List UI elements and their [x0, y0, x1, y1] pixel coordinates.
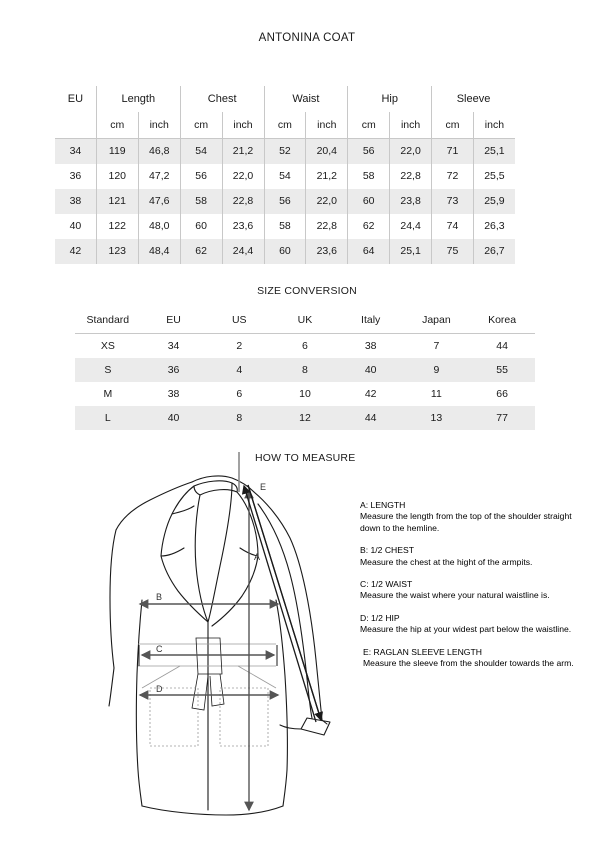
conversion-cell: 42: [364, 388, 377, 400]
conversion-cell: 10: [299, 388, 311, 400]
table-row: [55, 239, 515, 264]
instruction-heading: E: RAGLAN SLEEVE LENGTH: [363, 646, 482, 657]
instruction-sleeve: [360, 647, 575, 670]
size-cell: 58: [348, 164, 390, 189]
marker-label-e: E: [260, 482, 267, 492]
size-cell: 20,4: [306, 139, 348, 165]
size-cell: 23,6: [222, 214, 264, 239]
size-cell: 60: [180, 214, 222, 239]
size-cell: 47,6: [138, 189, 180, 214]
table-row: [55, 189, 515, 214]
size-cell: 25,5: [473, 164, 515, 189]
instruction-waist: [360, 579, 575, 602]
size-table-group-chest: Chest: [180, 86, 264, 112]
instruction-body: Measure the sleeve from the shoulder towards the arm.: [363, 658, 574, 669]
conversion-cell: 66: [496, 388, 508, 400]
size-cell: 22,0: [306, 189, 348, 214]
size-table-group-hip: Hip: [348, 86, 432, 112]
size-cell: 26,7: [473, 239, 515, 264]
instruction-hip: [360, 613, 575, 636]
size-cell: 72: [432, 164, 474, 189]
size-cell: 21,2: [306, 164, 348, 189]
conversion-cell: 9: [404, 358, 470, 382]
size-cell: 121: [96, 189, 138, 214]
conversion-cell: 38: [364, 340, 377, 352]
conversion-cell: 55: [469, 358, 535, 382]
size-row-eu: 34: [55, 139, 96, 165]
table-row: [55, 214, 515, 239]
conversion-cell: 40: [338, 358, 404, 382]
instruction-length: [360, 500, 575, 534]
instruction-heading: C: 1/2 WAIST: [360, 579, 413, 590]
marker-label-a: A: [254, 552, 261, 562]
table-row: [55, 139, 515, 165]
instruction-body: Measure the chest at the hight of the armpits.: [360, 556, 533, 567]
size-table: [55, 86, 515, 264]
conversion-cell: XS: [100, 340, 115, 352]
size-cell: 47,2: [138, 164, 180, 189]
instruction-heading: D: 1/2 HIP: [360, 612, 400, 623]
conversion-header-uk: UK: [272, 307, 338, 334]
size-cell: 122: [96, 214, 138, 239]
instruction-heading: A: LENGTH: [360, 500, 406, 510]
size-table-unit-blank: [55, 112, 96, 139]
conversion-cell: 6: [236, 388, 243, 400]
page-title: ANTONINA COAT: [258, 32, 356, 44]
instruction-body: Measure the length from the top of the shoulder straight down to the hemline.: [360, 511, 572, 533]
size-cell: 71: [432, 139, 474, 165]
size-table-unit-chest-cm: cm: [180, 112, 222, 139]
conversion-cell: 4: [206, 358, 272, 382]
size-table-unit-hip-inch: inch: [390, 112, 432, 139]
size-table-unit-waist-cm: cm: [264, 112, 306, 139]
marker-label-c: C: [156, 644, 163, 654]
size-cell: 60: [264, 239, 306, 264]
size-cell: 64: [348, 239, 390, 264]
size-cell: 22,8: [390, 164, 432, 189]
conversion-cell: 12: [272, 406, 338, 430]
conversion-cell: 6: [302, 340, 308, 352]
conversion-cell: 8: [206, 406, 272, 430]
size-table-unit-chest-inch: inch: [222, 112, 264, 139]
conversion-cell: 38: [167, 388, 180, 400]
conversion-header-italy: Italy: [338, 307, 404, 334]
size-cell: 58: [264, 214, 306, 239]
size-cell: 60: [348, 189, 390, 214]
size-table-unit-length-inch: inch: [138, 112, 180, 139]
size-cell: 46,8: [138, 139, 180, 165]
measurement-instructions: [360, 500, 575, 680]
size-cell: 21,2: [222, 139, 264, 165]
size-cell: 23,8: [390, 189, 432, 214]
how-to-measure-title: HOW TO MEASURE: [255, 452, 356, 464]
size-row-eu: 36: [69, 170, 82, 182]
size-table-group-eu: EU: [67, 93, 84, 105]
marker-label-d: D: [156, 684, 163, 694]
conversion-cell: 44: [338, 406, 404, 430]
conversion-cell: M: [103, 388, 113, 400]
conversion-cell: S: [75, 358, 141, 382]
instruction-chest: [360, 545, 575, 568]
size-cell: 25,1: [390, 239, 432, 264]
size-table-unit-header-row: [55, 112, 515, 139]
instruction-body: Measure the waist where your natural waistline is.: [360, 590, 550, 601]
size-cell: 24,4: [390, 214, 432, 239]
conversion-cell: 7: [433, 340, 440, 352]
table-row: [75, 406, 535, 430]
conversion-header-japan: Japan: [404, 307, 470, 334]
size-cell: 74: [432, 214, 474, 239]
conversion-header-eu: EU: [141, 307, 207, 334]
size-cell: 26,3: [473, 214, 515, 239]
conversion-cell: L: [75, 406, 141, 430]
size-table-unit-length-cm: cm: [96, 112, 138, 139]
size-cell: 22,0: [222, 164, 264, 189]
conversion-cell: 44: [496, 340, 508, 352]
conversion-header-us: US: [206, 307, 272, 334]
size-cell: 56: [264, 189, 306, 214]
table-row: [75, 334, 535, 359]
size-cell: 22,8: [306, 214, 348, 239]
size-cell: 56: [348, 139, 390, 165]
size-table-group-length: Length: [96, 86, 180, 112]
size-cell: 75: [432, 239, 474, 264]
conversion-header-korea: Korea: [469, 307, 535, 334]
size-cell: 22,8: [222, 189, 264, 214]
table-row: [55, 164, 515, 189]
size-table-unit-sleeve-cm: cm: [432, 112, 474, 139]
size-table-unit-sleeve-inch: inch: [473, 112, 515, 139]
table-row: [75, 382, 535, 406]
size-cell: 48,0: [138, 214, 180, 239]
conversion-cell: 34: [167, 340, 180, 352]
size-cell: 119: [96, 139, 138, 165]
size-table-group-header-row: [55, 86, 515, 112]
size-table-unit-waist-inch: inch: [306, 112, 348, 139]
size-row-eu: 40: [69, 220, 82, 232]
size-cell: 23,6: [306, 239, 348, 264]
size-cell: 54: [264, 164, 306, 189]
instruction-heading: B: 1/2 CHEST: [360, 545, 414, 556]
conversion-table: [75, 307, 535, 430]
conversion-cell: 40: [141, 406, 207, 430]
size-cell: 54: [180, 139, 222, 165]
size-cell: 62: [180, 239, 222, 264]
conversion-title: SIZE CONVERSION: [257, 285, 357, 297]
conversion-header-standard: Standard: [75, 307, 141, 334]
size-cell: 25,9: [473, 189, 515, 214]
size-cell: 62: [348, 214, 390, 239]
conversion-cell: 8: [272, 358, 338, 382]
marker-label-b: B: [156, 592, 163, 602]
size-row-eu: 38: [55, 189, 96, 214]
conversion-cell: 13: [404, 406, 470, 430]
conversion-cell: 36: [141, 358, 207, 382]
size-cell: 48,4: [138, 239, 180, 264]
size-cell: 56: [180, 164, 222, 189]
size-table-unit-hip-cm: cm: [348, 112, 390, 139]
conversion-cell: 77: [469, 406, 535, 430]
size-cell: 120: [96, 164, 138, 189]
coat-diagram: [108, 452, 368, 837]
instruction-body: Measure the hip at your widest part below the waistline.: [360, 624, 572, 635]
size-table-group-sleeve: Sleeve: [432, 86, 515, 112]
size-table-group-waist: Waist: [264, 86, 348, 112]
size-cell: 52: [264, 139, 306, 165]
table-row: [75, 358, 535, 382]
size-cell: 58: [180, 189, 222, 214]
size-cell: 22,0: [390, 139, 432, 165]
conversion-cell: 11: [430, 388, 442, 400]
size-cell: 24,4: [222, 239, 264, 264]
conversion-cell: 2: [236, 340, 243, 352]
conversion-header-row: [75, 307, 535, 334]
size-cell: 25,1: [473, 139, 515, 165]
size-cell: 73: [432, 189, 474, 214]
size-cell: 123: [96, 239, 138, 264]
size-row-eu: 42: [55, 239, 96, 264]
